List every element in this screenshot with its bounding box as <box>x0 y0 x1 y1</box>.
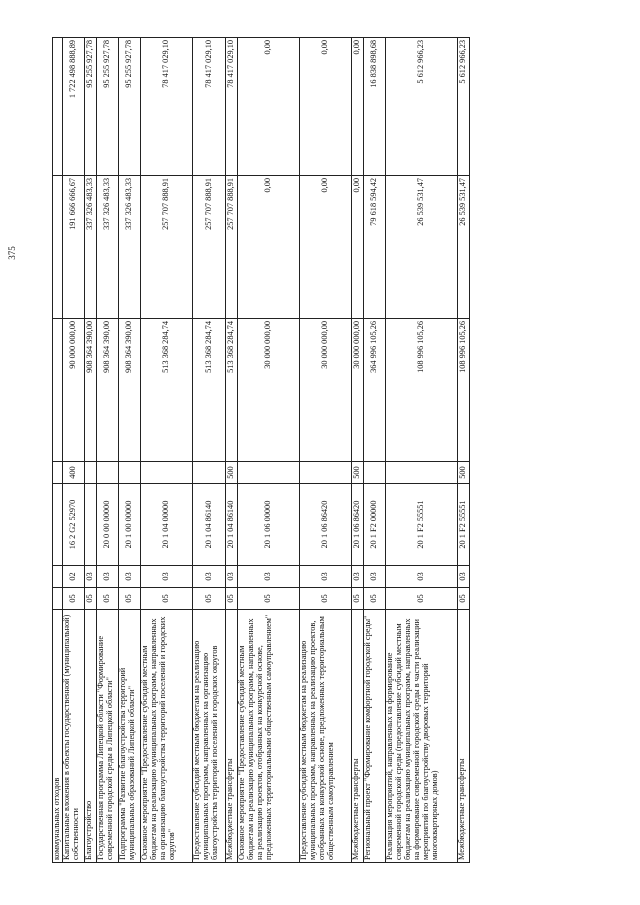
section-code-cell: 05 <box>238 588 300 610</box>
amount-year3-cell: 0,00 <box>238 38 300 176</box>
amount-year1-cell: 513 368 284,74 <box>226 319 238 462</box>
amount-year2-cell: 0,00 <box>352 176 364 319</box>
expense-type-cell <box>238 462 300 484</box>
expense-type-cell: 500 <box>458 462 470 484</box>
expense-type-cell <box>85 462 97 484</box>
amount-year1-cell: 30 000 000,00 <box>352 319 364 462</box>
section-code-cell: 05 <box>193 588 226 610</box>
amount-year2-cell: 26 539 531,47 <box>458 176 470 319</box>
section-code-cell: 05 <box>364 588 386 610</box>
section-code-cell: 05 <box>386 588 458 610</box>
table-row <box>226 38 238 863</box>
section-code-cell: 05 <box>226 588 238 610</box>
row-name-cell: Предоставление субсидий местным бюджетам на реализацию муниципальных программ, направленных на организацию благоустройства территорий поселений и городских округов <box>193 610 226 863</box>
row-name-cell: коммунальных отходов <box>53 610 63 863</box>
expense-type-cell <box>386 462 458 484</box>
expense-type-cell <box>119 462 141 484</box>
target-article-cell: 20 1 00 00000 <box>119 484 141 566</box>
target-article-cell: 20 1 04 86140 <box>193 484 226 566</box>
table-row <box>352 38 364 863</box>
target-article-cell: 16 2 G2 52970 <box>63 484 85 566</box>
row-name-cell: Региональный проект "Формирование комфортной городской среды" <box>364 610 386 863</box>
amount-year2-cell: 257 707 888,91 <box>226 176 238 319</box>
target-article-cell: 20 1 F2 55551 <box>458 484 470 566</box>
section-code-cell: 05 <box>119 588 141 610</box>
expense-type-cell <box>193 462 226 484</box>
row-name-cell: Межбюджетные трансферты <box>458 610 470 863</box>
expense-type-cell: 500 <box>226 462 238 484</box>
amount-year3-cell: 0,00 <box>300 38 352 176</box>
table-row <box>193 38 226 863</box>
amount-year2-cell: 337 326 483,33 <box>85 176 97 319</box>
table-row <box>238 38 300 863</box>
expense-type-cell <box>97 462 119 484</box>
expense-type-cell <box>53 462 63 484</box>
row-name-cell: Государственная программа Липецкой области "Формирование современной городской среды в Липецкой области" <box>97 610 119 863</box>
target-article-cell: 20 1 06 00000 <box>238 484 300 566</box>
amount-year3-cell: 95 255 927,78 <box>119 38 141 176</box>
amount-year2-cell: 337 326 483,33 <box>119 176 141 319</box>
amount-year3-cell: 5 612 966,23 <box>458 38 470 176</box>
budget-table <box>52 37 470 863</box>
table-row <box>364 38 386 863</box>
subsection-code-cell: 03 <box>193 566 226 588</box>
row-name-cell: Межбюджетные трансферты <box>352 610 364 863</box>
section-code-cell: 05 <box>300 588 352 610</box>
amount-year1-cell: 30 000 000,00 <box>300 319 352 462</box>
amount-year1-cell: 364 996 105,26 <box>364 319 386 462</box>
amount-year2-cell: 26 539 531,47 <box>386 176 458 319</box>
section-code-cell: 05 <box>85 588 97 610</box>
amount-year3-cell: 1 722 498 888,89 <box>63 38 85 176</box>
amount-year1-cell: 513 368 284,74 <box>193 319 226 462</box>
expense-type-cell: 400 <box>63 462 85 484</box>
target-article-cell: 20 1 F2 00000 <box>364 484 386 566</box>
section-code-cell <box>53 588 63 610</box>
row-name-cell: Капитальные вложения в объекты государственной (муниципальной) собственности <box>63 610 85 863</box>
table-row <box>386 38 458 863</box>
row-name-cell: Предоставление субсидий местным бюджетам на реализацию муниципальных программ, направленных на реализацию проектов, отобранных на конкурсной основе, предложенных территориальным общественным самоуправлением <box>300 610 352 863</box>
target-article-cell: 20 1 06 86420 <box>352 484 364 566</box>
expense-type-cell: 500 <box>352 462 364 484</box>
subsection-code-cell: 03 <box>226 566 238 588</box>
target-article-cell: 20 1 06 86420 <box>300 484 352 566</box>
subsection-code-cell: 02 <box>63 566 85 588</box>
subsection-code-cell: 03 <box>141 566 193 588</box>
page-number: 375 <box>7 246 17 260</box>
section-code-cell: 05 <box>63 588 85 610</box>
amount-year3-cell <box>53 38 63 176</box>
table-row <box>300 38 352 863</box>
amount-year2-cell: 191 666 666,67 <box>63 176 85 319</box>
section-code-cell: 05 <box>97 588 119 610</box>
amount-year3-cell: 78 417 029,10 <box>193 38 226 176</box>
subsection-code-cell: 03 <box>352 566 364 588</box>
table-row <box>63 38 85 863</box>
table-row <box>119 38 141 863</box>
expense-type-cell <box>300 462 352 484</box>
amount-year3-cell: 16 838 898,68 <box>364 38 386 176</box>
amount-year2-cell: 79 618 594,42 <box>364 176 386 319</box>
amount-year1-cell: 908 364 390,00 <box>85 319 97 462</box>
row-name-cell: Основное мероприятие "Предоставление субсидий местным бюджетам на реализацию муниципальных программ, направленных на реализацию проектов, отобранных на конкурсной основе, предложенных территориальными общественным самоуправлением" <box>238 610 300 863</box>
table-row <box>85 38 97 863</box>
row-name-cell: Благоустройство <box>85 610 97 863</box>
subsection-code-cell: 03 <box>300 566 352 588</box>
subsection-code-cell: 03 <box>238 566 300 588</box>
amount-year1-cell: 30 000 000,00 <box>238 319 300 462</box>
subsection-code-cell: 03 <box>364 566 386 588</box>
subsection-code-cell: 03 <box>85 566 97 588</box>
amount-year2-cell: 0,00 <box>300 176 352 319</box>
amount-year2-cell: 337 326 483,33 <box>97 176 119 319</box>
amount-year1-cell: 908 364 390,00 <box>119 319 141 462</box>
amount-year2-cell: 257 707 888,91 <box>193 176 226 319</box>
section-code-cell: 05 <box>352 588 364 610</box>
amount-year3-cell: 95 255 927,78 <box>97 38 119 176</box>
amount-year1-cell: 908 364 390,00 <box>97 319 119 462</box>
target-article-cell <box>53 484 63 566</box>
amount-year3-cell: 95 255 927,78 <box>85 38 97 176</box>
subsection-code-cell <box>53 566 63 588</box>
subsection-code-cell: 03 <box>458 566 470 588</box>
amount-year1-cell <box>53 319 63 462</box>
table-row <box>97 38 119 863</box>
amount-year3-cell: 78 417 029,10 <box>141 38 193 176</box>
target-article-cell: 20 1 F2 55551 <box>386 484 458 566</box>
expense-type-cell <box>141 462 193 484</box>
target-article-cell: 20 1 04 00000 <box>141 484 193 566</box>
row-name-cell: Основное мероприятие "Предоставление субсидий местным бюджетам на реализацию муниципальных программ, направленных на организацию благоустройства территорий поселений и городских округов" <box>141 610 193 863</box>
row-name-cell: Подпрограмма "Развитие благоустройства территорий муниципальных образований Липецкой области" <box>119 610 141 863</box>
section-code-cell: 05 <box>141 588 193 610</box>
expense-type-cell <box>364 462 386 484</box>
subsection-code-cell: 03 <box>386 566 458 588</box>
subsection-code-cell: 03 <box>97 566 119 588</box>
target-article-cell <box>85 484 97 566</box>
amount-year1-cell: 90 000 000,00 <box>63 319 85 462</box>
target-article-cell: 20 0 00 00000 <box>97 484 119 566</box>
target-article-cell: 20 1 04 86140 <box>226 484 238 566</box>
table-row <box>141 38 193 863</box>
section-code-cell: 05 <box>458 588 470 610</box>
amount-year2-cell <box>53 176 63 319</box>
amount-year3-cell: 5 612 966,23 <box>386 38 458 176</box>
amount-year2-cell: 0,00 <box>238 176 300 319</box>
amount-year1-cell: 108 996 105,26 <box>458 319 470 462</box>
row-name-cell: Межбюджетные трансферты <box>226 610 238 863</box>
amount-year1-cell: 108 996 105,26 <box>386 319 458 462</box>
amount-year3-cell: 78 417 029,10 <box>226 38 238 176</box>
row-name-cell: Реализация мероприятий, направленных на формирование современной городской среды (предоставление субсидий местным бюджетам на реализацию муниципальных программ, направленных на формирование современной городской среды в части реализации мероприятий по благоустройству дворовых территорий многоквартирных домов) <box>386 610 458 863</box>
amount-year3-cell: 0,00 <box>352 38 364 176</box>
amount-year1-cell: 513 368 284,74 <box>141 319 193 462</box>
table-row <box>53 38 63 863</box>
amount-year2-cell: 257 707 888,91 <box>141 176 193 319</box>
subsection-code-cell: 03 <box>119 566 141 588</box>
table-row <box>458 38 470 863</box>
